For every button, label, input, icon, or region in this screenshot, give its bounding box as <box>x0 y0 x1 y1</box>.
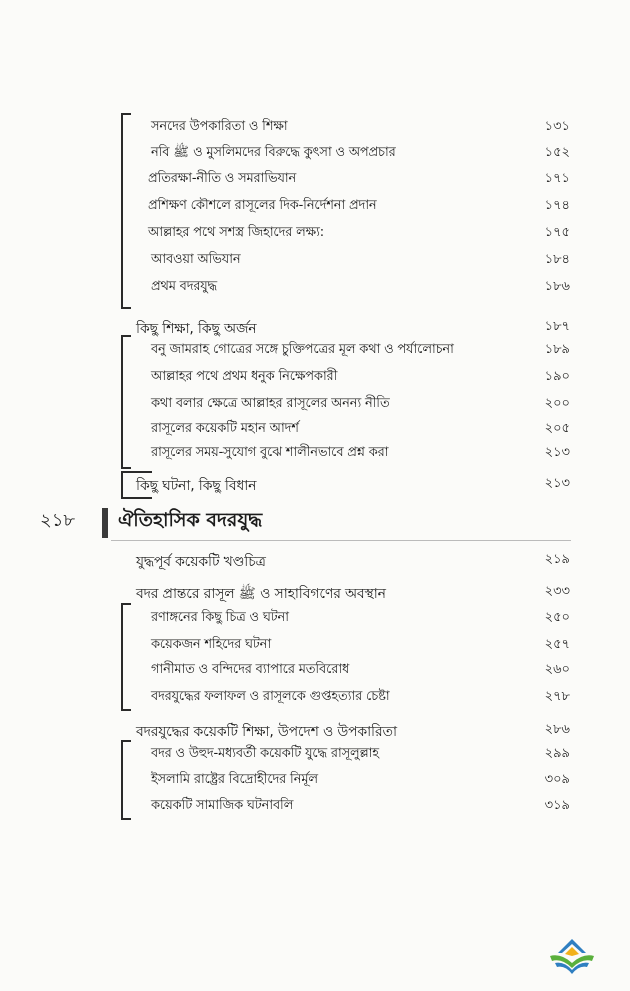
toc-entry-page: ১৭১ <box>544 171 570 186</box>
toc-entry[interactable] <box>0 193 630 221</box>
toc-entry[interactable] <box>0 220 630 248</box>
toc-entry[interactable] <box>0 793 630 821</box>
toc-section-heading[interactable] <box>0 579 630 607</box>
toc-entry-page: ২১৩ <box>544 445 570 460</box>
toc-entry[interactable] <box>0 274 630 302</box>
toc-entry-page: ১৮৪ <box>544 252 570 267</box>
toc-entry-title: রণাঙ্গনের কিছু চিত্র ও ঘটনা <box>151 610 289 625</box>
toc-section-heading[interactable] <box>0 471 630 499</box>
toc-entry[interactable] <box>0 337 630 365</box>
toc-entry-page: ৩১৯ <box>544 798 570 813</box>
toc-entry[interactable] <box>0 767 630 795</box>
toc-entry-title: প্রশিক্ষণ কৌশলে রাসূলের দিক-নির্দেশনা প্রদান <box>148 198 377 213</box>
toc-entry-title: বদরযুদ্ধের ফলাফল ও রাসূলকে গুপ্তহত্যার চেষ্টা <box>151 689 390 704</box>
toc-entry-title: ইসলামি রাষ্ট্রের বিদ্রোহীদের নির্মূল <box>151 772 318 787</box>
part-marker-bar <box>102 508 108 538</box>
toc-entry-title: আল্লাহর পথে প্রথম ধনুক নিক্ষেপকারী <box>151 369 338 384</box>
toc-entry-page: ১৮৯ <box>544 342 570 357</box>
toc-entry-title: বনু জামরাহ গোত্রের সঙ্গে চুক্তিপত্রের মূল কথা ও পর্যালোচনা <box>151 342 454 357</box>
toc-entry[interactable] <box>0 166 630 194</box>
toc-entry-title: রাসূলের সময়-সুযোগ বুঝে শালীনভাবে প্রশ্ন করা <box>151 445 389 460</box>
toc-entry-title: প্রথম বদরযুদ্ধ <box>151 279 217 294</box>
toc-entry-page: ২৯৯ <box>544 746 570 761</box>
toc-entry-page: ২০০ <box>544 396 570 411</box>
publisher-logo-icon <box>545 936 599 976</box>
toc-entry-page: ১৮৬ <box>544 279 570 294</box>
toc-entry-page: ৩০৯ <box>544 772 570 787</box>
toc-heading-title: বদর প্রান্তরে রাসূল ﷺ ও সাহাবিগণের অবস্থান <box>136 586 386 602</box>
toc-entry[interactable] <box>0 741 630 769</box>
toc-entry[interactable] <box>0 440 630 468</box>
toc-entry[interactable] <box>0 247 630 275</box>
toc-entry[interactable] <box>0 391 630 419</box>
toc-entry-page: ২৫০ <box>544 610 570 625</box>
toc-section-heading[interactable] <box>0 547 630 575</box>
toc-heading-title: কিছু ঘটনা, কিছু বিধান <box>136 478 257 494</box>
toc-entry-title: কথা বলার ক্ষেত্রে আল্লাহর রাসূলের অনন্য নীতি <box>151 396 390 411</box>
toc-entry-title: কয়েকটি সামাজিক ঘটনাবলি <box>151 798 294 813</box>
toc-entry[interactable] <box>0 684 630 712</box>
toc-entry-page: ১৩১ <box>544 119 570 134</box>
part-title[interactable]: ঐতিহাসিক বদরযুদ্ধ <box>118 509 263 531</box>
toc-entry[interactable] <box>0 605 630 633</box>
toc-entry-title: আল্লাহর পথে সশস্ত্র জিহাদের লক্ষ্য: <box>148 225 324 240</box>
toc-entry-page: ২০৫ <box>544 421 570 436</box>
toc-entry-title: নবি ﷺ ও মুসলিমদের বিরুদ্ধে কুৎসা ও অপপ্রচার <box>151 145 396 160</box>
toc-entry[interactable] <box>0 114 630 142</box>
toc-entry-page: ২৬০ <box>544 662 570 677</box>
toc-heading-title: যুদ্ধপূর্ব কয়েকটি খণ্ডচিত্র <box>136 554 266 570</box>
toc-entry[interactable] <box>0 657 630 685</box>
toc-entry[interactable] <box>0 140 630 168</box>
toc-entry[interactable] <box>0 632 630 660</box>
toc-entry-title: গানীমাত ও বন্দিদের ব্যাপারে মতবিরোধ <box>151 662 350 677</box>
toc-heading-page: ২৩৩ <box>544 584 570 599</box>
toc-entry-title: আবওয়া অভিযান <box>151 252 241 267</box>
toc-heading-title: বদরযুদ্ধের কয়েকটি শিক্ষা, উপদেশ ও উপকারিতা <box>136 724 397 740</box>
toc-entry-title: রাসূলের কয়েকটি মহান আদর্শ <box>151 421 299 436</box>
toc-entry-page: ২৭৮ <box>544 689 570 704</box>
toc-heading-page: ২১৯ <box>544 552 570 567</box>
toc-entry-page: ২৫৭ <box>544 637 570 652</box>
toc-heading-page: ২৮৬ <box>544 722 570 737</box>
toc-entry-page: ১৫২ <box>544 145 570 160</box>
toc-entry-title: কয়েকজন শহিদের ঘটনা <box>151 637 272 652</box>
part-divider <box>111 540 571 541</box>
toc-entry-title: বদর ও উহুদ-মধ্যবর্তী কয়েকটি যুদ্ধে রাসূলুল্লাহ <box>151 746 379 761</box>
part-page-number: ২১৮ <box>40 510 76 531</box>
toc-entry-title: সনদের উপকারিতা ও শিক্ষা <box>151 119 288 134</box>
toc-entry-page: ১৭৫ <box>544 225 570 240</box>
toc-entry-page: ১৯০ <box>544 369 570 384</box>
toc-heading-page: ১৮৭ <box>544 319 570 334</box>
toc-entry-page: ১৭৪ <box>544 198 570 213</box>
toc-heading-title: কিছু শিক্ষা, কিছু অর্জন <box>136 321 257 337</box>
toc-entry[interactable] <box>0 364 630 392</box>
toc-entry-title: প্রতিরক্ষা-নীতি ও সমরাভিযান <box>148 171 297 186</box>
toc-heading-page: ২১৩ <box>544 476 570 491</box>
